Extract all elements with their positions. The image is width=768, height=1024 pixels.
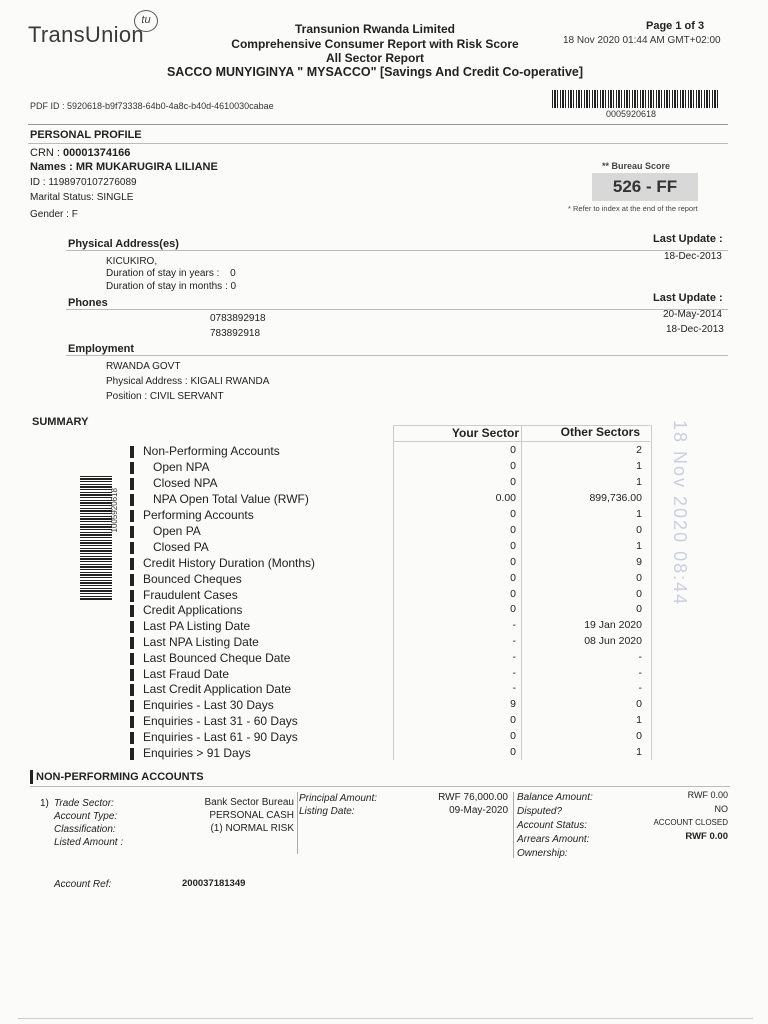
row-marker	[130, 558, 134, 570]
summary-row	[130, 556, 650, 571]
summary-row-label: Enquiries - Last 30 Days	[143, 698, 274, 712]
npa-left-values	[160, 796, 294, 835]
your-sector-value: 0	[510, 603, 516, 615]
bureau-score-label: ** Bureau Score	[602, 161, 671, 171]
employment-position: Position : CIVIL SERVANT	[106, 391, 224, 402]
phones-last-update-label: Last Update :	[653, 292, 723, 304]
crn-row	[30, 147, 130, 159]
row-marker	[130, 732, 134, 744]
address-last-update: 18-Dec-2013	[664, 251, 722, 262]
other-sectors-value: 1	[636, 476, 642, 488]
other-sectors-value: -	[638, 651, 642, 663]
your-sector-value: -	[512, 682, 516, 694]
names-row	[30, 161, 218, 173]
summary-row-label: Enquiries - Last 61 - 90 Days	[143, 730, 298, 744]
your-sector-value: 0	[510, 508, 516, 520]
summary-title: SUMMARY	[32, 416, 89, 428]
listing-date-label: Listing Date:	[299, 806, 355, 817]
account-status-label: Account Status:	[517, 820, 588, 831]
principal-label: Principal Amount:	[299, 793, 377, 804]
footer-line	[18, 1018, 753, 1019]
summary-row	[130, 682, 650, 697]
summary-row	[130, 572, 650, 587]
id-line: ID : 1198970107276089	[30, 177, 137, 188]
phone-date: 20-May-2014	[663, 309, 722, 320]
summary-row	[130, 619, 650, 634]
row-marker	[130, 605, 134, 617]
summary-row-label: Last Credit Application Date	[143, 682, 292, 696]
your-sector-value: 0	[510, 556, 516, 568]
stay-years-label: Duration of stay in years :	[106, 268, 220, 279]
npa-left-labels	[54, 797, 123, 849]
barcode	[552, 90, 720, 108]
gender: Gender : F	[30, 209, 78, 220]
summary-row	[130, 667, 650, 682]
your-sector-value: 0	[510, 588, 516, 600]
other-sectors-value: 0	[636, 698, 642, 710]
other-sectors-value: -	[638, 667, 642, 679]
row-marker	[130, 462, 134, 474]
your-sector-value: 0	[510, 444, 516, 456]
names-value: MR MUKARUGIRA LILIANE	[75, 161, 218, 173]
col-other-sectors: Other Sectors	[560, 425, 640, 439]
summary-row	[130, 603, 650, 618]
row-marker	[130, 637, 134, 649]
summary-row-label: NPA Open Total Value (RWF)	[153, 492, 309, 506]
account-status: ACCOUNT CLOSED	[653, 818, 728, 827]
summary-row	[130, 651, 650, 666]
your-sector-value: 0	[510, 730, 516, 742]
your-sector-value: 0	[510, 746, 516, 758]
account-type: PERSONAL CASH	[209, 810, 294, 821]
npa-mid-labels	[299, 792, 377, 818]
side-barcode	[80, 476, 112, 600]
stay-years	[106, 268, 236, 279]
your-sector-value: 0	[510, 572, 516, 584]
npa-right-values	[620, 788, 728, 844]
address-line: KICUKIRO,	[106, 256, 158, 267]
employment-title: Employment	[68, 343, 135, 355]
stay-months-value: 0	[230, 281, 237, 292]
phones-title: Phones	[68, 297, 108, 309]
your-sector-value: 0	[510, 540, 516, 552]
personal-profile-title: PERSONAL PROFILE	[30, 129, 142, 141]
classification: (1) NORMAL RISK	[210, 823, 294, 834]
arrears-amount: RWF 0.00	[685, 831, 728, 842]
received-stamp: 18 Nov 2020 08:44	[670, 420, 690, 607]
summary-row	[130, 492, 650, 507]
listed-amount-label: Listed Amount :	[54, 837, 124, 848]
ownership-label: Ownership:	[517, 848, 568, 859]
your-sector-value: 0	[510, 714, 516, 726]
other-sectors-value: 0	[636, 524, 642, 536]
other-sectors-value: 2	[636, 444, 642, 456]
other-sectors-value: 1	[636, 460, 642, 472]
institution-name: SACCO MUNYIGINYA " MYSACCO" [Savings And Credit Co-operative]	[166, 65, 584, 79]
report-title: Comprehensive Consumer Report with Risk Score	[231, 37, 519, 51]
address-title: Physical Address(es)	[68, 238, 179, 250]
tu-logo-mark: tu	[134, 10, 158, 32]
address-last-update-label: Last Update :	[653, 233, 723, 245]
trade-sector-label: Trade Sector:	[54, 798, 114, 809]
barcode-number: 0005920618	[606, 109, 657, 119]
npa-title: NON-PERFORMING ACCOUNTS	[36, 771, 204, 783]
other-sectors-value: 0	[636, 730, 642, 742]
other-sectors-value: 08 Jun 2020	[584, 635, 642, 647]
col-your-sector: Your Sector	[451, 426, 519, 440]
balance-label: Balance Amount:	[517, 792, 593, 803]
summary-row-label: Bounced Cheques	[143, 572, 242, 586]
your-sector-value: 0	[510, 524, 516, 536]
summary-row-label: Open NPA	[153, 460, 210, 474]
phone-number: 0783892918	[210, 313, 266, 324]
your-sector-value: 0	[510, 476, 516, 488]
other-sectors-value: 0	[636, 572, 642, 584]
divider	[66, 355, 728, 356]
row-marker	[130, 542, 134, 554]
summary-row	[130, 714, 650, 729]
your-sector-value: 9	[510, 698, 516, 710]
summary-row	[130, 635, 650, 650]
your-sector-value: 0.00	[495, 492, 516, 504]
row-marker	[130, 684, 134, 696]
names-label: Names :	[30, 161, 73, 173]
principal-amount: RWF 76,000.00	[438, 792, 508, 803]
score-note: * Refer to index at the end of the report	[568, 204, 698, 213]
other-sectors-value: 0	[636, 588, 642, 600]
employer: RWANDA GOVT	[106, 361, 181, 372]
divider	[66, 309, 728, 310]
row-marker	[130, 716, 134, 728]
report-datetime: 18 Nov 2020 01:44 AM GMT+02:00	[563, 35, 721, 46]
summary-row	[130, 746, 650, 761]
summary-row-label: Closed PA	[153, 540, 209, 554]
summary-row	[130, 476, 650, 491]
stay-months	[106, 281, 236, 292]
classification-label: Classification:	[54, 824, 116, 835]
report-subtitle: All Sector Report	[325, 51, 424, 65]
employer-address: Physical Address : KIGALI RWANDA	[106, 376, 270, 387]
npa-divider	[297, 792, 298, 854]
other-sectors-value: 1	[636, 508, 642, 520]
transunion-logo: TransUnion	[28, 22, 144, 47]
npa-divider	[513, 792, 514, 858]
summary-row-label: Fraudulent Cases	[143, 588, 238, 602]
row-marker	[130, 446, 134, 458]
phone-date: 18-Dec-2013	[666, 324, 724, 335]
listing-date: 09-May-2020	[449, 805, 508, 816]
trade-sector: Bank Sector Bureau	[204, 797, 294, 808]
company-name: Transunion Rwanda Limited	[294, 22, 455, 36]
other-sectors-value: 899,736.00	[589, 492, 642, 504]
row-marker	[130, 590, 134, 602]
your-sector-value: -	[512, 635, 516, 647]
divider	[28, 143, 728, 144]
phone-number: 783892918	[210, 328, 261, 339]
row-marker	[130, 574, 134, 586]
pdf-id: PDF ID : 5920618-b9f73338-64b0-4a8c-b40d-4610030cabae	[30, 101, 274, 111]
other-sectors-value: 1	[636, 714, 642, 726]
stay-years-value: 0	[230, 268, 236, 279]
npa-right-labels	[517, 791, 593, 861]
row-marker	[130, 700, 134, 712]
summary-row	[130, 444, 650, 459]
summary-row-label: Last PA Listing Date	[143, 619, 251, 633]
summary-row-label: Credit History Duration (Months)	[143, 556, 316, 570]
row-marker	[130, 526, 134, 538]
arrears-label: Arrears Amount:	[517, 834, 590, 845]
account-ref-label: Account Ref:	[54, 879, 112, 890]
summary-row-label: Enquiries - Last 31 - 60 Days	[143, 714, 298, 728]
divider	[66, 250, 728, 251]
summary-row	[130, 460, 650, 475]
row-marker	[130, 669, 134, 681]
account-type-label: Account Type:	[54, 811, 118, 822]
summary-row-label: Last NPA Listing Date	[143, 635, 259, 649]
stay-months-label: Duration of stay in months :	[106, 281, 228, 292]
npa-marker	[30, 770, 33, 784]
other-sectors-value: 9	[636, 556, 642, 568]
summary-row	[130, 540, 650, 555]
crn-value: 00001374166	[63, 147, 131, 159]
summary-row	[130, 698, 650, 713]
disputed: NO	[714, 804, 728, 814]
bureau-score: 526 - FF	[592, 173, 698, 201]
npa-mid-values	[420, 791, 508, 817]
npa-index: 1)	[40, 798, 49, 809]
summary-row-label: Non-Performing Accounts	[143, 444, 280, 458]
your-sector-value: -	[512, 667, 516, 679]
row-marker	[130, 478, 134, 490]
page-indicator: Page 1 of 3	[646, 20, 705, 32]
summary-row-label: Open PA	[153, 524, 201, 538]
other-sectors-value: 0	[636, 603, 642, 615]
summary-row-label: Performing Accounts	[143, 508, 254, 522]
summary-row-label: Enquiries > 91 Days	[143, 746, 251, 760]
summary-row	[130, 588, 650, 603]
summary-row	[130, 524, 650, 539]
summary-row-label: Closed NPA	[153, 476, 218, 490]
summary-row	[130, 730, 650, 745]
summary-row-label: Credit Applications	[143, 603, 243, 617]
your-sector-value: -	[512, 651, 516, 663]
summary-row	[130, 508, 650, 523]
row-marker	[130, 653, 134, 665]
your-sector-value: 0	[510, 460, 516, 472]
disputed-label: Disputed?	[517, 806, 563, 817]
row-marker	[130, 494, 134, 506]
divider	[30, 786, 730, 787]
account-ref: 200037181349	[182, 878, 246, 889]
other-sectors-value: 1	[636, 540, 642, 552]
crn-label: CRN :	[30, 147, 60, 159]
divider	[393, 441, 650, 442]
side-barcode-number: 1005920618	[110, 488, 119, 533]
row-marker	[130, 748, 134, 760]
divider	[28, 124, 728, 125]
other-sectors-value: 19 Jan 2020	[584, 619, 642, 631]
row-marker	[130, 621, 134, 633]
summary-row-label: Last Fraud Date	[143, 667, 230, 681]
balance-amount: RWF 0.00	[687, 790, 728, 800]
other-sectors-value: -	[638, 682, 642, 694]
marital-status: Marital Status: SINGLE	[30, 192, 134, 203]
other-sectors-value: 1	[636, 746, 642, 758]
your-sector-value: -	[512, 619, 516, 631]
summary-row-label: Last Bounced Cheque Date	[143, 651, 291, 665]
row-marker	[130, 510, 134, 522]
